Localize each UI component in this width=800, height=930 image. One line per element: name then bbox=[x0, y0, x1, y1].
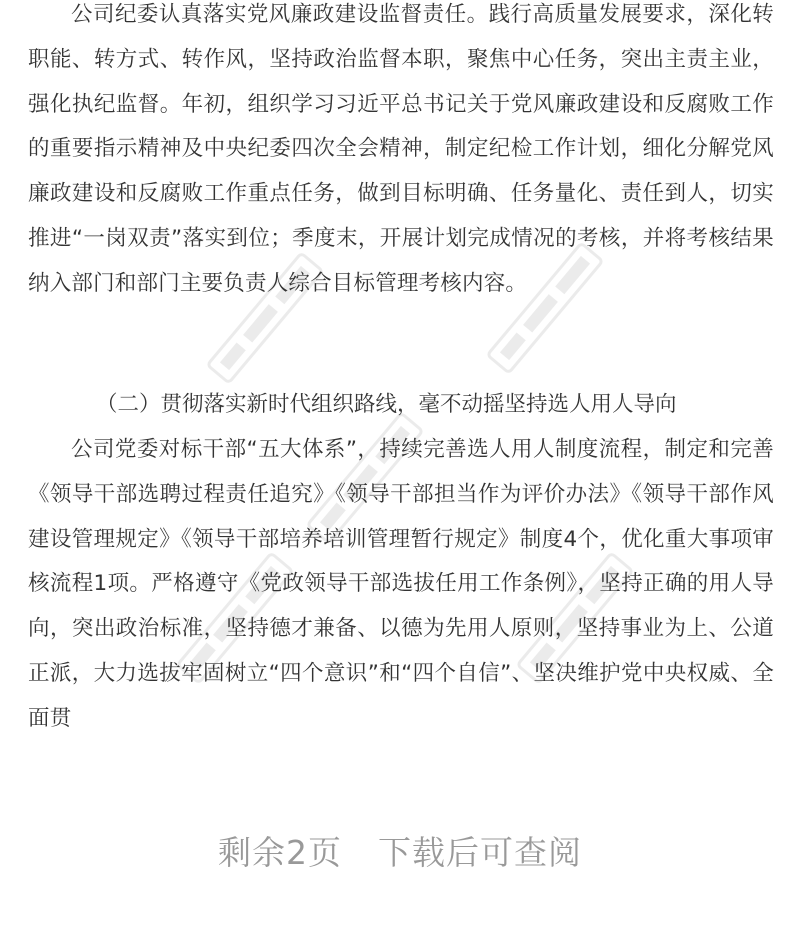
download-prompt[interactable] bbox=[0, 823, 800, 883]
section-heading: （二）贯彻落实新时代组织路线，毫不动摇坚持选人用人导向 bbox=[96, 392, 677, 417]
body-paragraph-discipline: 公司纪委认真落实党风廉政建设监督责任。践行高质量发展要求，深化转职能、转方式、转作风，坚持政治监督本职，聚焦中心任务，突出主责主业，强化执纪监督。年初，组织学习习近平总书记关于党风廉政建设和反腐败工作的重要指示精神及中央纪委四次全会精神，制定纪检工作计划，细化分解党风廉政建设和反腐败工作重点任务，做到目标明确、任务量化、责任到人，切实推进“一岗双责”落实到位；季度末，开展计划完成情况的考核，并将考核结果纳入部门和部门主要负责人综合目标管理考核内容。 bbox=[28, 2, 774, 296]
body-paragraph-personnel: 公司党委对标干部“五大体系”，持续完善选人用人制度流程，制定和完善《领导干部选聘过程责任追究》《领导干部担当作为评价办法》《领导干部作风建设管理规定》《领导干部培养培训管理暂行规定》制度4个，优化重大事项审核流程1项。严格遵守《党政领导干部选拔任用工作条例》，坚持正确的用人导向，突出政治标准，坚持德才兼备、以德为先用人原则，坚持事业为上、公道正派，大力选拔牢固树立“四个意识”和“四个自信”、坚决维护党中央权威、全面贯 bbox=[28, 437, 774, 731]
download-hint-text: 下载后可查阅 bbox=[378, 833, 582, 872]
remaining-pages-text: 剩余2页 bbox=[218, 833, 342, 872]
